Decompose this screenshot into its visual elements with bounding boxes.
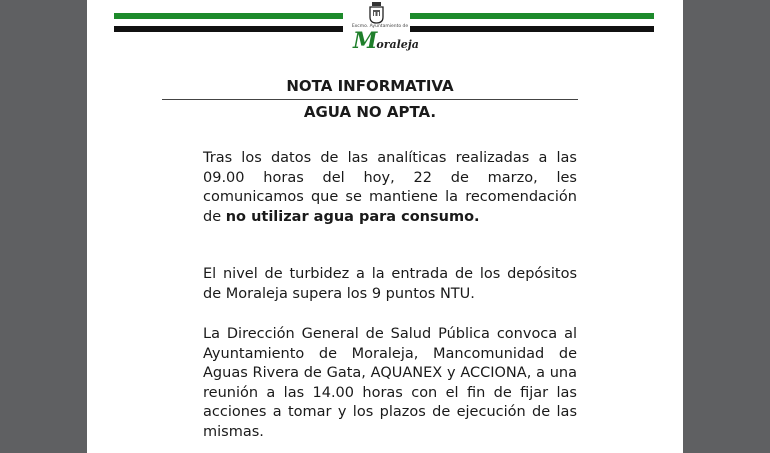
paragraph-analysis-text: Tras los datos de las analíticas realizadas a las 09.00 horas del hoy, 22 de marzo, les comunicamos que se mantiene la recomendación de	[203, 150, 577, 225]
title-divider	[162, 99, 578, 100]
paragraph-turbidity: El nivel de turbidez a la entrada de los depósitos de Moraleja supera los 9 puntos NTU.	[203, 266, 577, 302]
header-band-black-right	[410, 26, 654, 32]
logo-initial: M	[353, 28, 377, 54]
logo-caption: Excmo. Ayuntamiento de	[351, 24, 409, 29]
header-band-black-left	[114, 26, 343, 32]
moraleja-logo	[340, 0, 420, 52]
header-band-green-left	[114, 13, 343, 19]
logo-wordmark	[353, 28, 419, 54]
document-title: NOTA INFORMATIVA	[286, 77, 454, 95]
logo-word: oraleja	[376, 38, 419, 51]
document-subtitle: AGUA NO APTA.	[303, 103, 437, 121]
paragraph-meeting: La Dirección General de Salud Pública convoca al Ayuntamiento de Moraleja, Mancomunidad de Aguas Rivera de Gata, AQUANEX y ACCIONA, a una reunión a las 14.00 horas con el fin de fijar las acciones a tomar y los plazos de ejecución de las mismas.	[203, 326, 577, 440]
header-band-green-right	[410, 13, 654, 19]
paragraph-analysis-bold: no utilizar agua para consumo.	[225, 208, 480, 225]
coat-of-arms-icon	[369, 2, 384, 24]
paragraph-analysis	[203, 149, 577, 227]
document-page	[87, 0, 683, 453]
